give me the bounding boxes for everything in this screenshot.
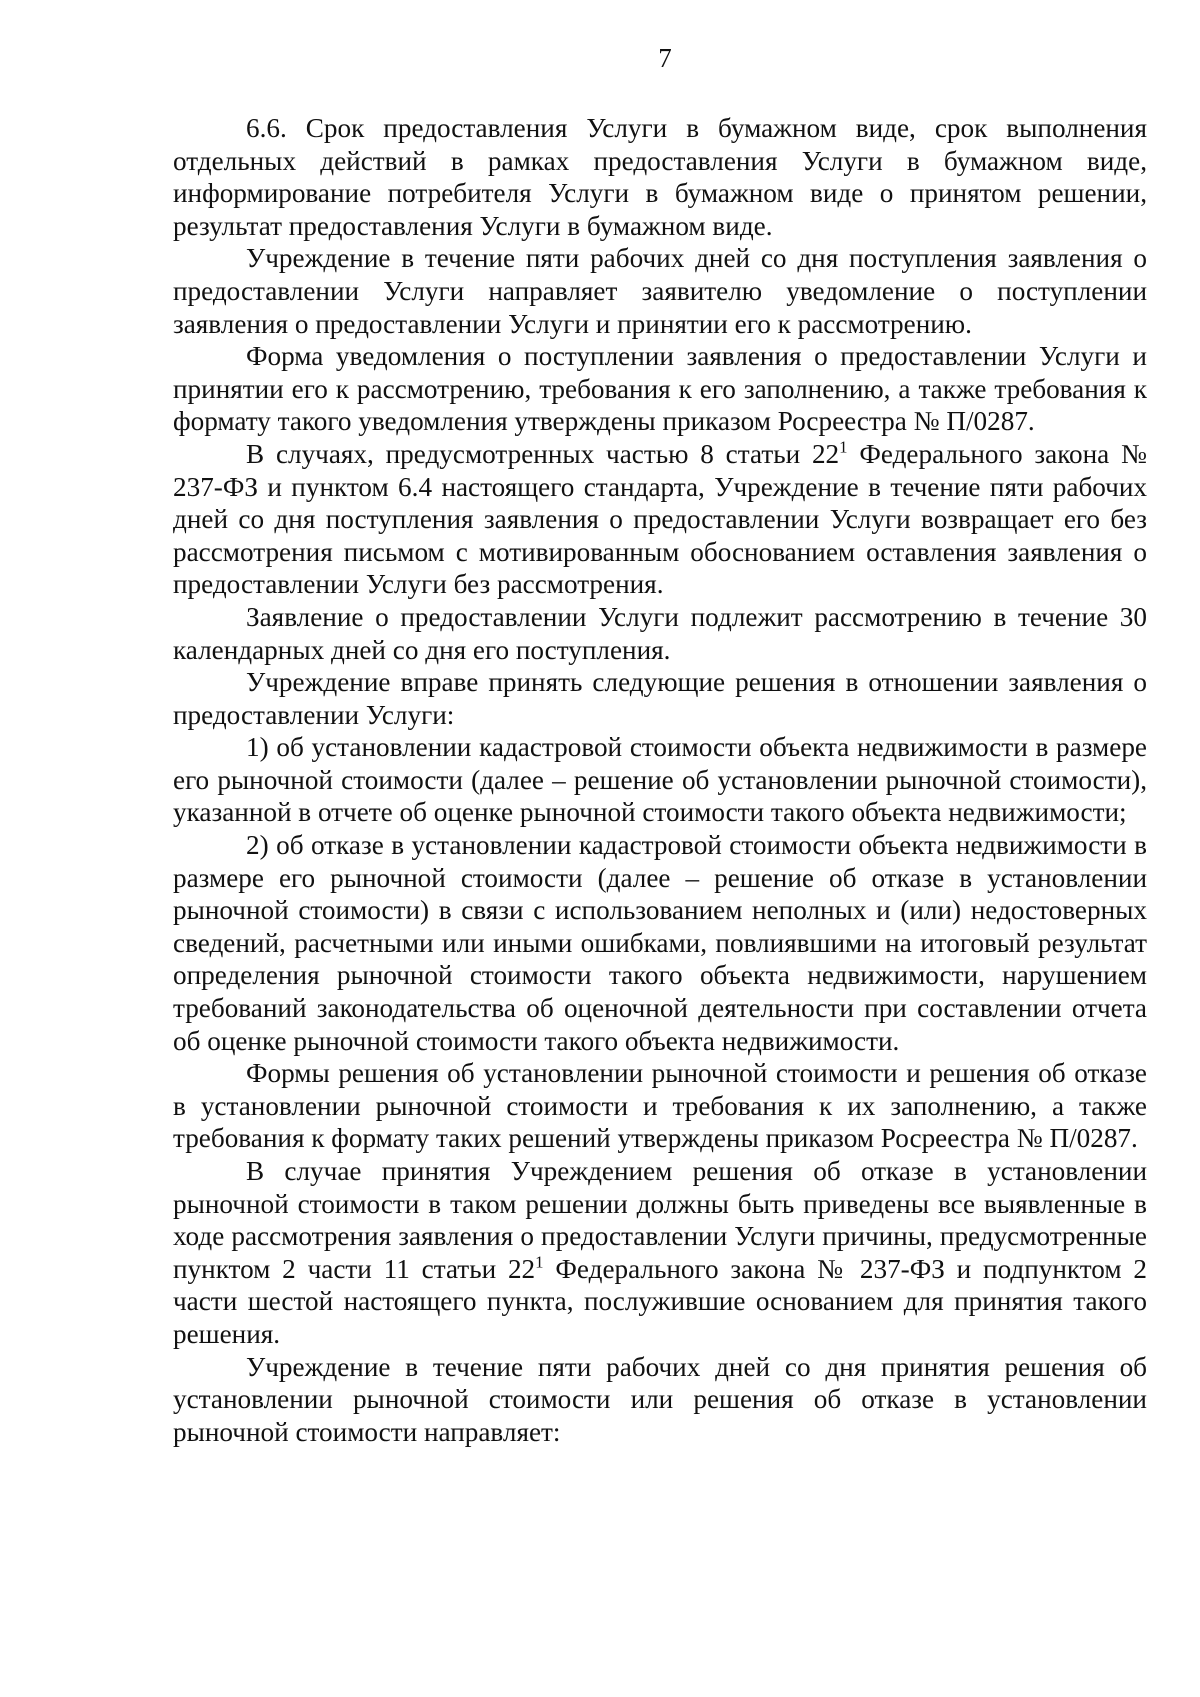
paragraph-text-part: В случаях, предусмотренных частью 8 статьи 22 (246, 438, 840, 469)
superscript: 1 (839, 437, 848, 457)
list-item-decision-2: 2) об отказе в установлении кадастровой стоимости объекта недвижимости в размере его рыночной стоимости (далее – решение об отказе в установлении рыночной стоимости) в связи с использованием неполных и (или) недостоверных сведений, расчетными или иными ошибками, повлиявшими на итоговый результат определения рыночной стоимости такого объекта недвижимости, нарушением требований законодательства об оценочной деятельности при составлении отчета об оценке рыночной стоимости такого объекта недвижимости. (173, 830, 1147, 1056)
paragraph-decisions-intro: Учреждение вправе принять следующие решения в отношении заявления о предоставлении Услуги: (173, 667, 1147, 730)
paragraph-text-part: Федерального закона № 237-ФЗ и подпунктом 2 части шестой настоящего пункта, послужившие основанием для принятия такого решения. (173, 1253, 1147, 1349)
list-item-decision-1: 1) об установлении кадастровой стоимости объекта недвижимости в размере его рыночной стоимости (далее – решение об установлении рыночной стоимости), указанной в отчете об оценке рыночной стоимости такого объекта недвижимости; (173, 732, 1147, 828)
superscript: 1 (535, 1252, 544, 1272)
paragraph-return-without-review (173, 438, 1147, 601)
paragraph-text-part: Федерального закона № 237-ФЗ и пунктом 6.4 настоящего стандарта, Учреждение в течение пяти рабочих дней со дня поступления заявления о предоставлении Услуги возвращает его без рассмотрения письмом с мотивированным обоснованием оставления заявления о предоставлении Услуги без рассмотрения. (173, 438, 1147, 600)
paragraph-text-part: В случае принятия Учреждением решения об отказе в установлении рыночной стоимости в таком решении должны быть приведены все выявленные в ходе рассмотрения заявления о предоставлении Услуги причины, предусмотренные пунктом 2 части 11 статьи 22 (173, 1156, 1147, 1284)
paragraph-notification: Учреждение в течение пяти рабочих дней со дня поступления заявления о предоставлении Услуги направляет заявителю уведомление о поступлении заявления о предоставлении Услуги и принятии его к рассмотрению. (173, 243, 1147, 339)
page-number: 7 (658, 43, 672, 73)
paragraph-6-6-heading: 6.6. Срок предоставления Услуги в бумажном виде, срок выполнения отдельных действий в рамках предоставления Услуги в бумажном виде, информирование потребителя Услуги в бумажном виде о принятом решении, результат предоставления Услуги в бумажном виде. (173, 113, 1147, 241)
document-body (173, 112, 1147, 1448)
paragraph-review-period: Заявление о предоставлении Услуги подлежит рассмотрению в течение 30 календарных дней со дня его поступления. (173, 601, 1147, 665)
paragraph-notification-form: Форма уведомления о поступлении заявления о предоставлении Услуги и принятии его к рассмотрению, требования к его заполнению, а также требования к формату такого уведомления утверждены приказом Росреестра № П/0287. (173, 341, 1147, 437)
paragraph-refusal-reasons (173, 1155, 1147, 1351)
paragraph-decision-sending: Учреждение в течение пяти рабочих дней со дня принятия решения об установлении рыночной стоимости или решения об отказе в установлении рыночной стоимости направляет: (173, 1351, 1147, 1447)
paragraph-decision-forms: Формы решения об установлении рыночной стоимости и решения об отказе в установлении рыночной стоимости и требования к их заполнению, а также требования к формату таких решений утверждены приказом Росреестра № П/0287. (173, 1058, 1147, 1154)
